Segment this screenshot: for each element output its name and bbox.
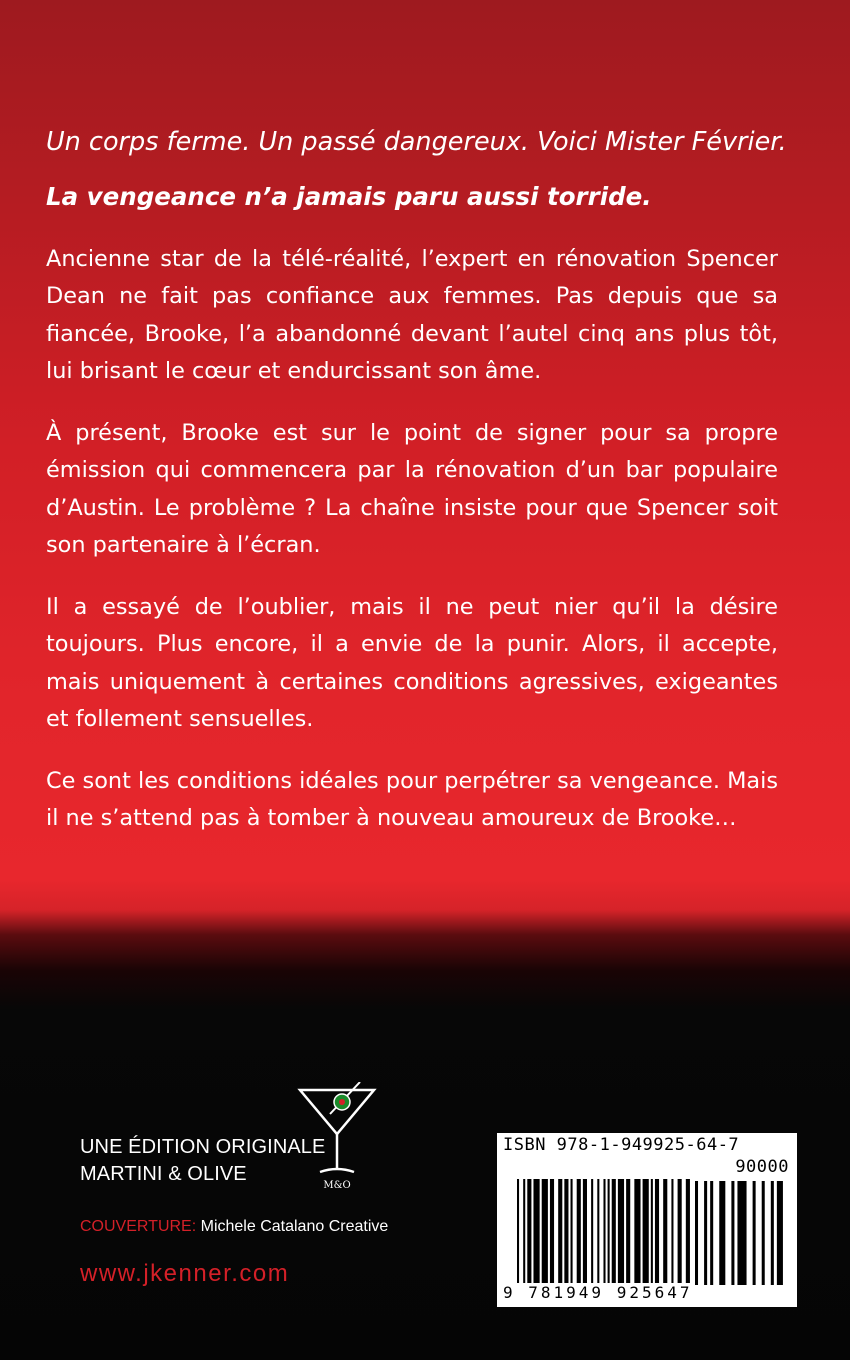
barcode-bar bbox=[571, 1179, 573, 1291]
barcode-bar bbox=[719, 1181, 725, 1285]
barcode-bar bbox=[686, 1179, 690, 1291]
tagline: Un corps ferme. Un passé dangereux. Voici Mister Février. bbox=[46, 127, 787, 157]
ean-barcode-bars bbox=[517, 1179, 692, 1291]
barcode-bar bbox=[603, 1179, 605, 1291]
back-cover-text bbox=[46, 126, 787, 862]
barcode-bar bbox=[583, 1179, 587, 1291]
website-link[interactable]: www.jkenner.com bbox=[80, 1260, 290, 1287]
barcode-bar bbox=[577, 1179, 581, 1291]
barcode-bar bbox=[634, 1179, 640, 1291]
barcode-bar bbox=[663, 1179, 667, 1291]
cover-footer bbox=[0, 1000, 850, 1360]
barcode-digits: 9 781949 925647 bbox=[503, 1283, 693, 1302]
barcode-bar bbox=[542, 1179, 548, 1291]
isbn-barcode bbox=[497, 1133, 797, 1307]
credit-label: COUVERTURE: bbox=[80, 1218, 197, 1235]
barcode-bar bbox=[597, 1179, 599, 1291]
barcode-bar bbox=[550, 1179, 554, 1291]
barcode-bar bbox=[533, 1179, 539, 1291]
publisher-name: MARTINI & OLIVE bbox=[80, 1163, 247, 1185]
hook-line: La vengeance n’a jamais paru aussi torride. bbox=[46, 182, 652, 212]
barcode-bar bbox=[731, 1181, 734, 1285]
publisher-edition bbox=[80, 1134, 325, 1188]
barcode-bar bbox=[612, 1179, 616, 1291]
barcode-bar bbox=[618, 1179, 624, 1291]
barcode-bar bbox=[643, 1179, 649, 1291]
barcode-bar bbox=[655, 1179, 659, 1291]
barcode-bar bbox=[762, 1181, 765, 1285]
blurb-paragraph-2: À présent, Brooke est sur le point de signer pour sa propre émission qui commencera par la rénovation d’un bar populaire d’Austin. Le problème ? La chaîne insiste pour que Spencer soit son partenaire à l’écran. bbox=[46, 419, 778, 559]
edition-line: UNE ÉDITION ORIGINALE bbox=[80, 1136, 326, 1158]
barcode-bar bbox=[704, 1181, 707, 1285]
logo-monogram: M&O bbox=[323, 1180, 351, 1191]
isbn-text: ISBN 978-1-949925-64-7 bbox=[503, 1135, 740, 1155]
barcode-bar bbox=[608, 1179, 610, 1291]
barcode-bar bbox=[777, 1181, 783, 1285]
barcode-bar bbox=[564, 1179, 568, 1291]
price-code: 90000 bbox=[735, 1157, 789, 1177]
barcode-bar bbox=[651, 1179, 653, 1291]
blurb-paragraph-3: Il a essayé de l’oublier, mais il ne peut nier qu’il la désire toujours. Plus encore, il a envie de la punir. Alors, il accepte, mais uniquement à certaines conditions agressives, exigeantes et follement sensuelles. bbox=[46, 593, 778, 733]
barcode-bar bbox=[558, 1179, 562, 1291]
barcode-bar bbox=[527, 1179, 531, 1291]
blurb-paragraph-1: Ancienne star de la télé-réalité, l’expert en rénovation Spencer Dean ne fait pas confiance aux femmes. Pas depuis que sa fiancée, Brooke, l’a abandonné devant l’autel cinq ans plus tôt, lui brisant le cœur et endurcissant son âme. bbox=[46, 245, 778, 385]
barcode-bar bbox=[523, 1179, 525, 1291]
cover-credit bbox=[80, 1218, 388, 1236]
blurb-paragraph-4: Ce sont les conditions idéales pour perpétrer sa vengeance. Mais il ne s’attend pas à tomber à nouveau amoureux de Brooke… bbox=[46, 767, 778, 832]
credit-value: Michele Catalano Creative bbox=[200, 1218, 389, 1235]
barcode-bar bbox=[671, 1179, 673, 1291]
barcode-bar bbox=[695, 1181, 698, 1285]
barcode-bar bbox=[737, 1181, 746, 1285]
addon-barcode-bars bbox=[695, 1181, 789, 1285]
barcode-bar bbox=[517, 1179, 519, 1291]
martini-glass-icon bbox=[296, 1082, 378, 1192]
barcode-bar bbox=[771, 1181, 774, 1285]
barcode-bar bbox=[753, 1181, 756, 1285]
barcode-bar bbox=[678, 1179, 682, 1291]
barcode-bar bbox=[710, 1181, 713, 1285]
barcode-bar bbox=[626, 1179, 630, 1291]
barcode-bar bbox=[591, 1179, 593, 1291]
